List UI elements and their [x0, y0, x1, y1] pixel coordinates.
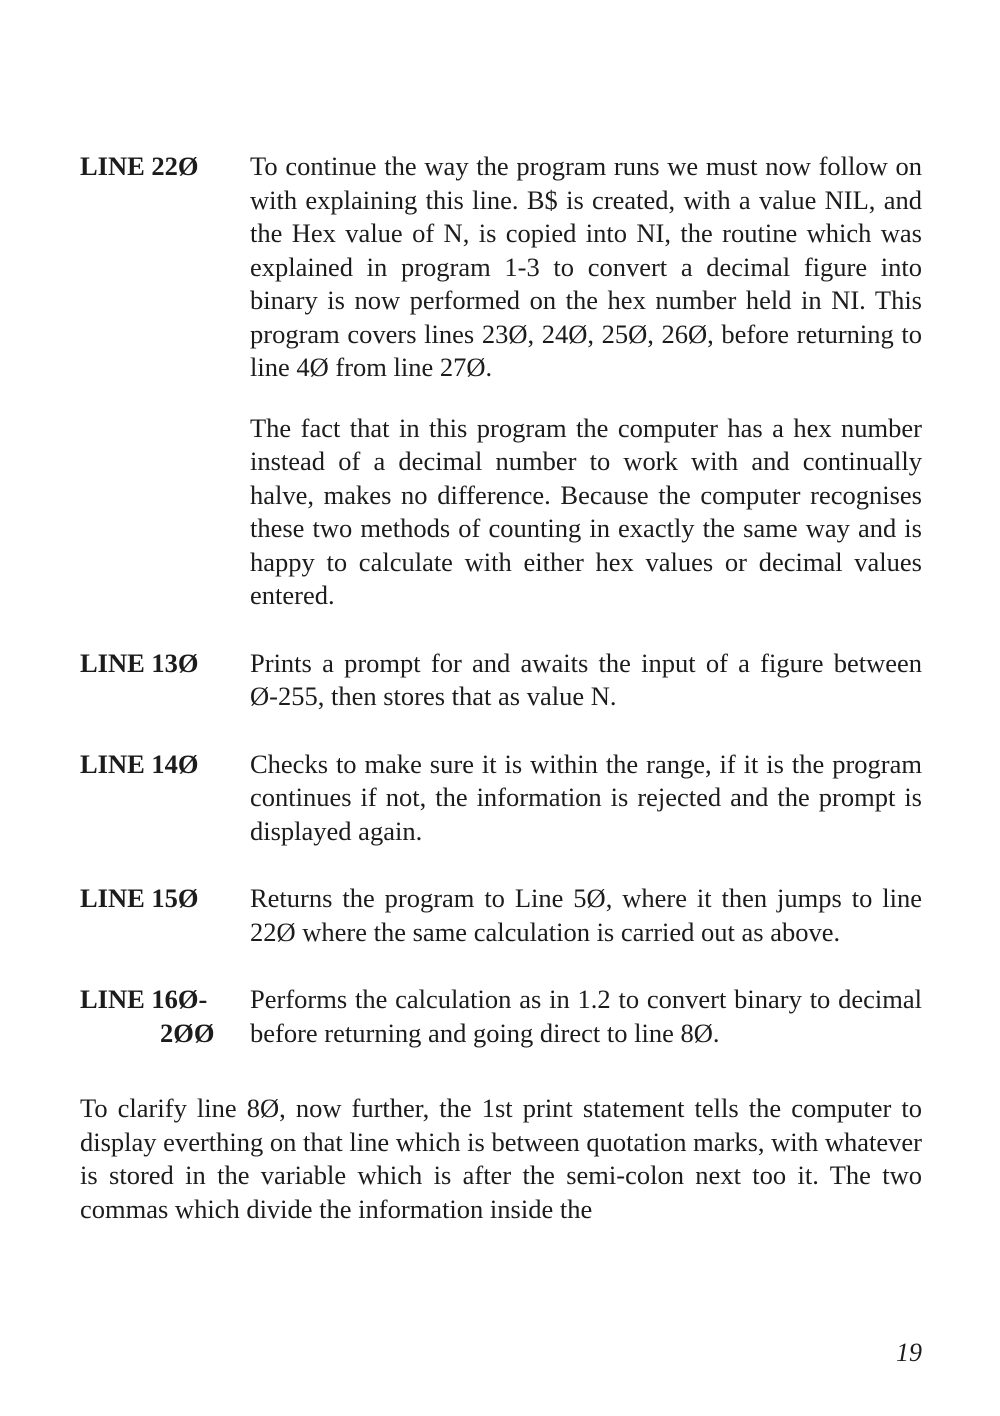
- line-label-text: LINE 22Ø: [80, 151, 199, 181]
- page-number: 19: [896, 1338, 922, 1367]
- line-entry-140: [80, 748, 922, 849]
- description-paragraph: Performs the calculation as in 1.2 to convert binary to decimal before returning and going direct to line 8Ø.: [250, 984, 922, 1048]
- closing-paragraph: To clarify line 8Ø, now further, the 1st print statement tells the computer to display everthing on that line which is between quotation marks, with whatever is stored in the variable which is after the semi-colon next too it. The two commas which divide the information inside the: [80, 1093, 922, 1224]
- line-description: [250, 748, 922, 849]
- line-description: [250, 882, 922, 949]
- line-label: [80, 647, 250, 681]
- line-entry-220: [80, 150, 922, 613]
- line-entry-160-200: [80, 983, 922, 1050]
- line-label-continuation: 2ØØ: [160, 1017, 215, 1048]
- description-paragraph: Returns the program to Line 5Ø, where it then jumps to line 22Ø where the same calculation is carried out as above.: [250, 883, 922, 947]
- document-page: [80, 150, 922, 1253]
- description-paragraph: Checks to make sure it is within the range, if it is the program continues if not, the information is rejected and the prompt is displayed again.: [250, 748, 922, 846]
- line-label: [80, 983, 250, 1050]
- description-paragraph: Prints a prompt for and awaits the input of a figure between Ø-255, then stores that as value N.: [250, 647, 922, 711]
- line-entry-130: [80, 647, 922, 714]
- line-label: [80, 882, 250, 916]
- line-description: [250, 647, 922, 714]
- description-paragraph: To continue the way the program runs we must now follow on with explaining this line. B$ is created, with a value NIL, and the Hex value of N, is copied into NI, the routine which was explained in program 1-3 to convert a decimal figure into binary is now performed on the hex number held in NI. This program covers lines 23Ø, 24Ø, 25Ø, 26Ø, before returning to line 4Ø from line 27Ø.: [250, 151, 922, 382]
- line-label-text: LINE 13Ø: [80, 647, 199, 678]
- line-label: [80, 748, 250, 782]
- line-label-text: LINE 15Ø: [80, 883, 199, 913]
- line-description: [250, 150, 922, 613]
- line-label: [80, 150, 250, 184]
- line-entry-150: [80, 882, 922, 949]
- line-description: [250, 983, 922, 1050]
- line-label-text: LINE 16Ø-: [80, 984, 208, 1014]
- description-paragraph: The fact that in this program the computer has a hex number instead of a decimal number to work with and continually halve, makes no difference. Because the computer recognises these two methods of counting in exactly the same way and is happy to calculate with either hex values or decimal values entered.: [250, 412, 922, 610]
- line-label-text: LINE 14Ø: [80, 748, 199, 779]
